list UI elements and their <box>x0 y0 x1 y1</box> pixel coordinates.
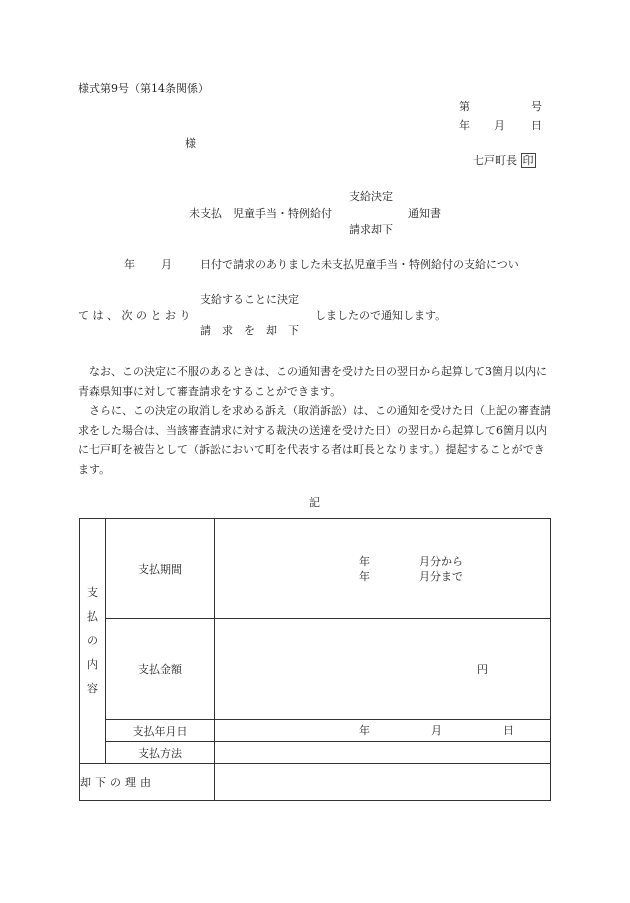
body-option-top: 支給することに決定 <box>200 293 299 306</box>
yen-unit: 円 <box>477 663 488 676</box>
seal-mark: 印 <box>522 154 534 167</box>
body-line1-text: 日付で請求のありました未支払児童手当・特例給付の支給につい <box>200 258 519 271</box>
title-option-top: 支給決定 <box>349 190 393 203</box>
body-year: 年 <box>124 258 135 271</box>
period-label: 支払期間 <box>106 519 215 619</box>
body-line2-right: しましたので通知します。 <box>315 309 447 322</box>
period-value[interactable]: 年 月分から 年 月分まで <box>215 519 551 619</box>
date-day: 日 <box>531 119 542 132</box>
amount-label: 支払金額 <box>106 619 215 720</box>
issuer-name: 七戸町長 <box>473 154 517 167</box>
notice-paragraph-2: さらに、この決定の取消しを求める訴え（取消訴訟）は、この通知を受けた日（上記の審査請求をした場合は、当該審査請求に対する裁決の送達を受けた日）の翌日から起算して6箇月以内に七戸町を被告として（訴訟において町を代表する者は町長となります。）提起することができます。 <box>78 404 551 476</box>
body-option-bottom: 請 求 を 却 下 <box>200 324 299 337</box>
addressee-suffix: 様 <box>185 137 196 150</box>
rejection-reason-label: 却下の理由 <box>80 764 215 801</box>
form-number: 様式第9号（第14条関係） <box>78 82 209 95</box>
title-right: 通知書 <box>408 207 441 220</box>
doc-number-prefix: 第 <box>459 100 470 113</box>
title-left: 未支払 児童手当・特例給付 <box>189 207 332 220</box>
title-option-bottom: 請求却下 <box>349 223 393 236</box>
issuer <box>473 155 536 166</box>
notice-paragraph-1: なお、この決定に不服のあるときは、この通知書を受けた日の翌日から起算して3箇月以内に青森県知事に対して審査請求をすることができます。 <box>78 365 547 398</box>
payment-method-label: 支払方法 <box>106 742 215 764</box>
body-line2-left: て は 、 次 の と お り <box>78 309 191 322</box>
ki-mark: 記 <box>309 496 320 509</box>
payment-details-table <box>79 518 551 801</box>
payment-date-label: 支払年月日 <box>106 720 215 742</box>
rejection-reason-value[interactable] <box>215 764 551 801</box>
date-month: 月 <box>494 119 505 132</box>
amount-value[interactable] <box>215 619 551 720</box>
payment-method-value[interactable] <box>215 742 551 764</box>
date-year: 年 <box>459 119 470 132</box>
payment-date-value[interactable]: 年 月 日 <box>215 720 551 742</box>
group-label: 支 払 の 内 容 <box>80 519 106 764</box>
doc-number-suffix: 号 <box>531 100 542 113</box>
body-month: 月 <box>161 258 172 271</box>
